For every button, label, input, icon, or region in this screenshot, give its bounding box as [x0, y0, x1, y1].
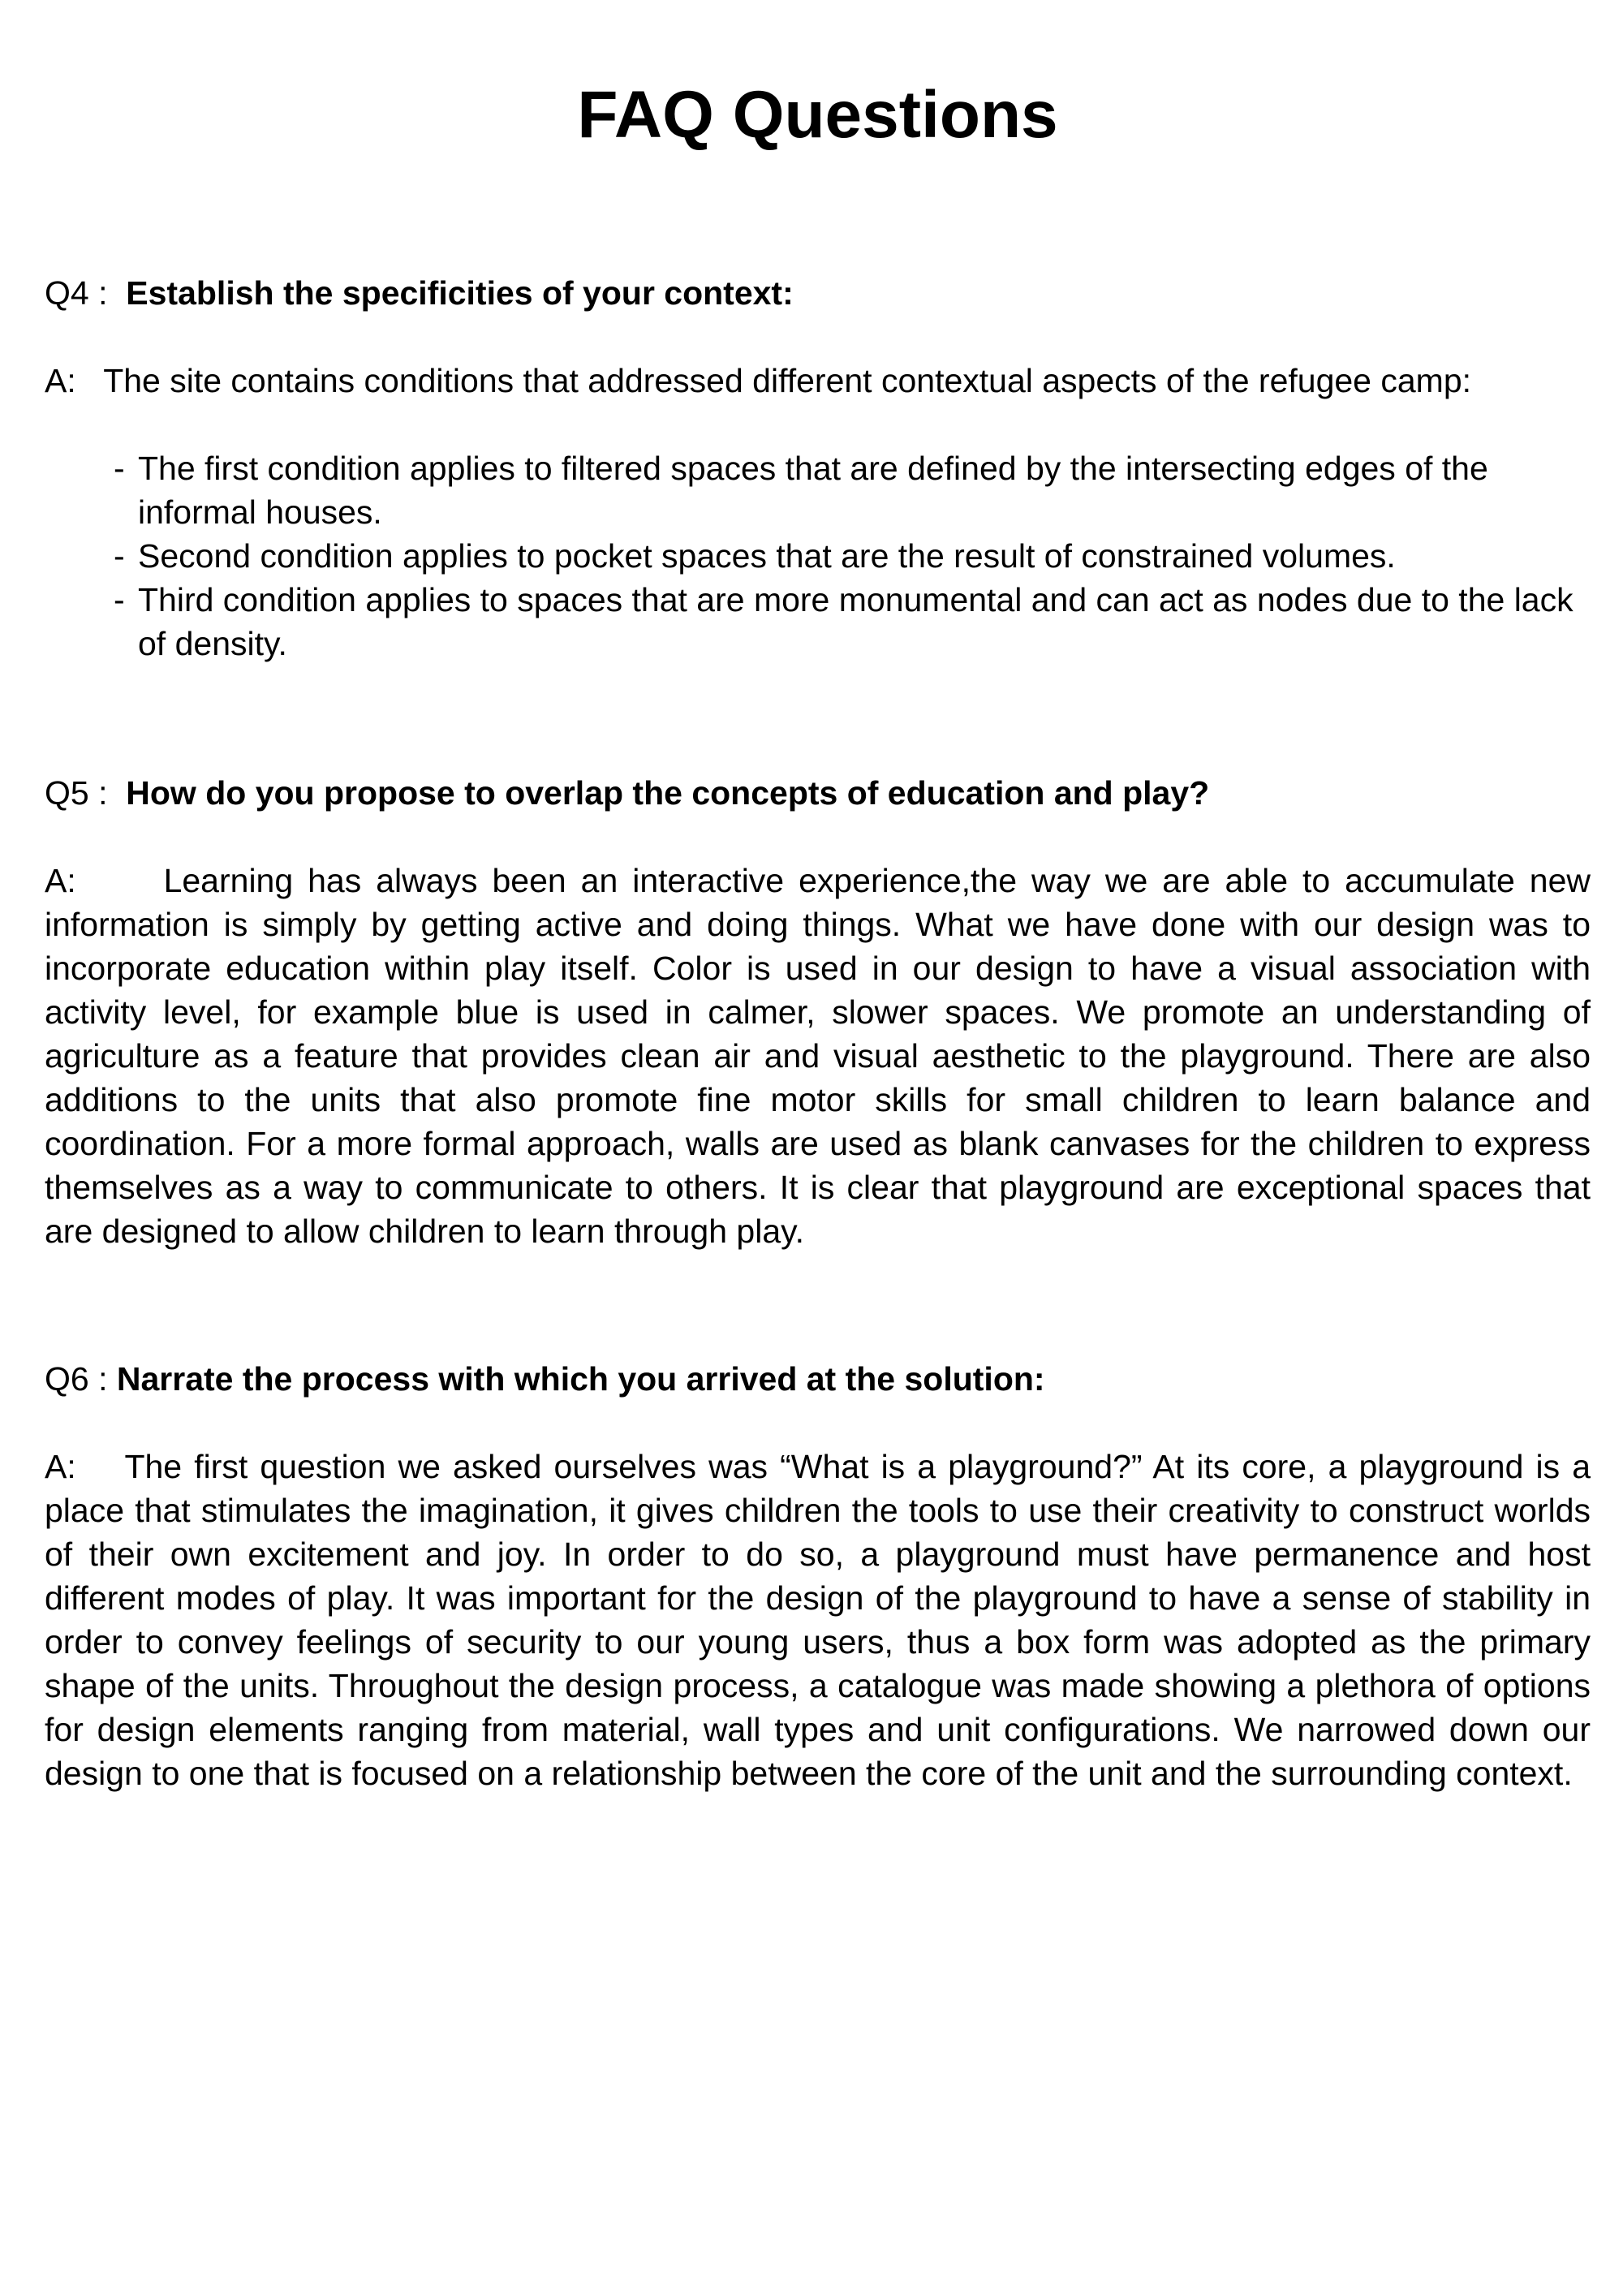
faq-answer-q4 [45, 359, 1591, 403]
answer-label: A: [45, 362, 76, 399]
question-text: Establish the specificities of your context: [126, 274, 794, 312]
answer-text: The first question we asked ourselves was “What is a playground?” At its core, a playground is a place that stimulates the imagination, it gives children the tools to use their creativity to construct worlds of their own excitement and joy. In order to do so, a playground must have permanence and host different modes of play. It was important for the design of the playground to have a sense of stability in order to convey feelings of security to our young users, thus a box form was adopted as the primary shape of the units. Throughout the design process, a catalogue was made showing a plethora of options for design elements ranging from material, wall types and unit configurations. We narrowed down our design to one that is focused on a relationship between the core of the unit and the surrounding context. [45, 1448, 1591, 1792]
list-item: - Third condition applies to spaces that are more monumental and can act as nodes due to the lack of density. [114, 581, 1573, 662]
page-title: FAQ Questions [577, 78, 1058, 152]
bullet-text: The first condition applies to filtered spaces that are defined by the intersecting edges of the informal houses. [138, 450, 1488, 531]
faq-question-q6 [45, 1357, 1591, 1401]
list-item: - Second condition applies to pocket spaces that are the result of constrained volumes. [114, 537, 1396, 575]
question-number: Q4 : [45, 274, 108, 312]
answer-label: A: [45, 1448, 76, 1485]
bullet-text: Third condition applies to spaces that are more monumental and can act as nodes due to the lack of density. [138, 581, 1573, 662]
question-text: Narrate the process with which you arrived at the solution: [116, 1360, 1045, 1398]
answer-label: A: [45, 862, 76, 899]
answer-intro-text: The site contains conditions that addressed different contextual aspects of the refugee camp: [103, 362, 1472, 399]
question-number: Q5 : [45, 774, 108, 812]
question-text: How do you propose to overlap the concepts of education and play? [126, 774, 1210, 812]
faq-answer-q4-bullets [45, 446, 1591, 666]
faq-question-q4 [45, 271, 1591, 315]
faq-answer-q6 [45, 1445, 1591, 1795]
list-item: - The first condition applies to filtered spaces that are defined by the intersecting edges of the informal houses. [114, 450, 1488, 531]
faq-question-q5 [45, 771, 1591, 815]
faq-answer-q5 [45, 859, 1591, 1253]
question-number: Q6 : [45, 1360, 108, 1398]
answer-text: Learning has always been an interactive experience,the way we are able to accumulate new information is simply by getting active and doing things. What we have done with our design was to incorporate education within play itself. Color is used in our design to have a visual association with activity level, for example blue is used in calmer, slower spaces. We promote an understanding of agriculture as a feature that provides clean air and visual aesthetic to the playground. There are also additions to the units that also promote fine motor skills for small children to learn balance and coordination. For a more formal approach, walls are used as blank canvases for the children to express themselves as a way to communicate to others. It is clear that playground are exceptional spaces that are designed to allow children to learn through play. [45, 862, 1591, 1250]
bullet-text: Second condition applies to pocket spaces that are the result of constrained volumes. [138, 537, 1396, 575]
